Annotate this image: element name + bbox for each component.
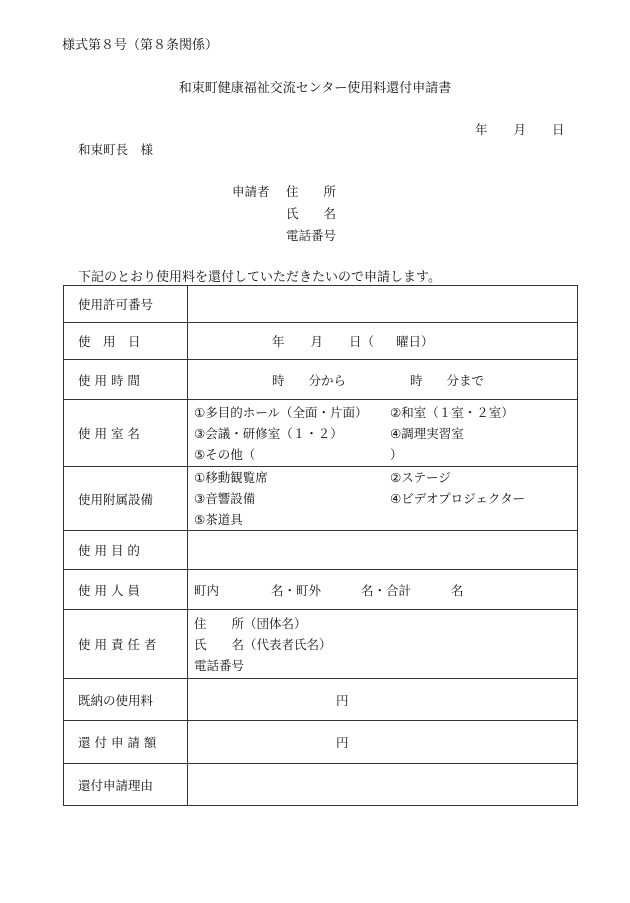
room-item-4[interactable]: ④調理実習室 bbox=[390, 425, 464, 441]
purpose-label: 使 用 目 的 bbox=[64, 531, 188, 570]
date-month: 月 bbox=[513, 122, 527, 137]
room-item-1[interactable]: ①多目的ホール（全面・片面） bbox=[194, 404, 368, 420]
people-town: 町内 bbox=[194, 582, 220, 598]
refund-amount-unit: 円 bbox=[336, 735, 349, 750]
use-date-weekday: 曜日） bbox=[396, 334, 434, 349]
applicant-label: 申請者 bbox=[232, 184, 270, 199]
people-label: 使 用 人 員 bbox=[64, 570, 188, 610]
use-date-day: 日（ bbox=[349, 334, 375, 349]
responsible-address: 住 所（団体名） bbox=[194, 615, 307, 631]
permit-no-field[interactable] bbox=[188, 286, 578, 323]
responsible-label: 使 用 責 任 者 bbox=[64, 610, 188, 679]
responsible-field[interactable] bbox=[188, 610, 578, 679]
people-outside: 名・町外 bbox=[271, 582, 322, 598]
use-date-label: 使 用 日 bbox=[64, 323, 188, 360]
people-total: 名・合計 bbox=[361, 582, 412, 598]
equipment-item-2[interactable]: ②ステージ bbox=[390, 470, 451, 485]
application-table bbox=[63, 285, 578, 806]
paid-fee-label: 既納の使用料 bbox=[64, 679, 188, 721]
use-time-field[interactable] bbox=[188, 360, 578, 400]
equipment-label: 使用附属設備 bbox=[64, 467, 188, 531]
time-from-hour: 時 bbox=[272, 372, 285, 388]
equipment-item-1[interactable]: ①移動観覧席 bbox=[194, 470, 268, 485]
row-equipment bbox=[64, 467, 578, 531]
time-from-min: 分から bbox=[308, 372, 347, 388]
row-room bbox=[64, 400, 578, 467]
room-item-3[interactable]: ③会議・研修室（１・２） bbox=[194, 425, 343, 441]
row-people bbox=[64, 570, 578, 610]
date-line bbox=[475, 120, 565, 138]
use-date-month: 月 bbox=[310, 334, 324, 349]
room-item-2[interactable]: ②和室（１室・２室） bbox=[390, 404, 514, 420]
date-year: 年 bbox=[475, 122, 488, 137]
equipment-item-4[interactable]: ④ビデオプロジェクター bbox=[390, 491, 526, 506]
row-use-date bbox=[64, 323, 578, 360]
people-field[interactable] bbox=[188, 570, 578, 610]
equipment-field[interactable] bbox=[188, 467, 578, 531]
responsible-name: 氏 名（代表者氏名） bbox=[194, 636, 332, 652]
equipment-item-5[interactable]: ⑤茶道具 bbox=[194, 512, 243, 527]
responsible-phone: 電話番号 bbox=[194, 657, 245, 673]
applicant-phone-label: 電話番号 bbox=[286, 228, 337, 243]
equipment-item-3[interactable]: ③音響設備 bbox=[194, 491, 256, 506]
use-time-label: 使 用 時 間 bbox=[64, 360, 188, 400]
row-refund-reason bbox=[64, 764, 578, 806]
applicant-address-label: 住 所 bbox=[286, 184, 337, 199]
refund-amount-field[interactable] bbox=[188, 721, 578, 764]
row-use-time bbox=[64, 360, 578, 400]
form-number: 様式第８号（第８条関係） bbox=[62, 38, 219, 53]
row-permit-no bbox=[64, 286, 578, 323]
refund-amount-label: 還 付 申 請 額 bbox=[64, 721, 188, 764]
intro-text: 下記のとおり使用料を還付していただきたいので申請します。 bbox=[78, 270, 441, 285]
room-item-5-close: ） bbox=[390, 446, 403, 462]
form-title: 和束町健康福祉交流センター使用料還付申請書 bbox=[178, 81, 452, 96]
time-to-min: 分まで bbox=[446, 372, 485, 388]
applicant-name-label: 氏 名 bbox=[286, 206, 337, 221]
row-refund-amount bbox=[64, 721, 578, 764]
time-to-hour: 時 bbox=[410, 372, 423, 388]
row-paid-fee bbox=[64, 679, 578, 721]
refund-reason-label: 還付申請理由 bbox=[64, 764, 188, 806]
use-date-field[interactable] bbox=[188, 323, 578, 360]
date-day: 日 bbox=[552, 122, 565, 137]
purpose-field[interactable] bbox=[188, 531, 578, 570]
people-unit: 名 bbox=[451, 582, 464, 598]
applicant-block bbox=[232, 181, 336, 247]
paid-fee-field[interactable] bbox=[188, 679, 578, 721]
room-label: 使 用 室 名 bbox=[64, 400, 188, 467]
use-date-year: 年 bbox=[272, 334, 285, 349]
room-field[interactable] bbox=[188, 400, 578, 467]
row-purpose bbox=[64, 531, 578, 570]
refund-reason-field[interactable] bbox=[188, 764, 578, 806]
permit-no-label: 使用許可番号 bbox=[64, 286, 188, 323]
paid-fee-unit: 円 bbox=[336, 692, 349, 708]
room-item-5[interactable]: ⑤その他（ bbox=[194, 446, 256, 462]
addressee: 和束町長 様 bbox=[78, 142, 154, 157]
row-responsible bbox=[64, 610, 578, 679]
